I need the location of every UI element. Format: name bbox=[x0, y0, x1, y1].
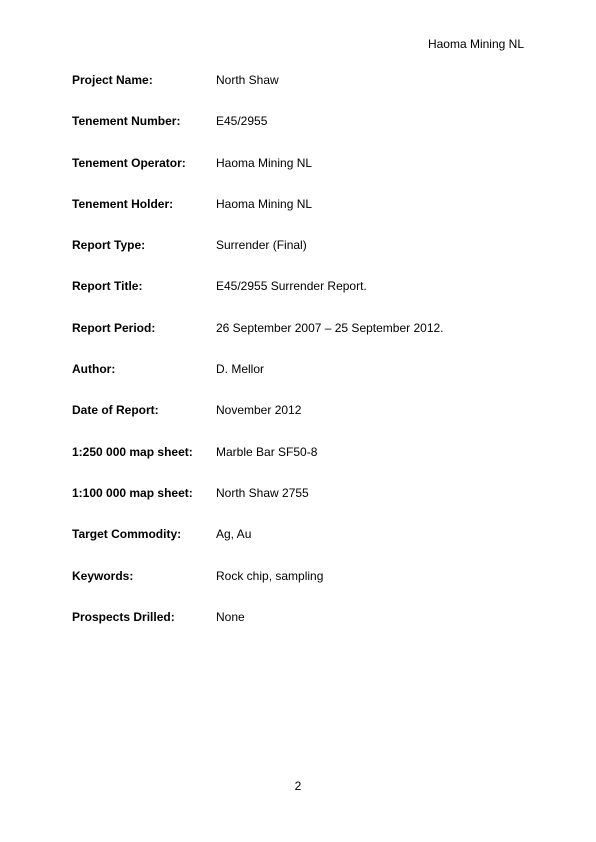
field-value: Haoma Mining NL bbox=[216, 155, 313, 170]
field-value: E45/2955 bbox=[216, 114, 268, 129]
field-value: North Shaw 2755 bbox=[216, 485, 309, 500]
field-row-report-period bbox=[72, 321, 532, 362]
field-value: E45/2955 Surrender Report. bbox=[216, 279, 367, 294]
field-label: Report Title: bbox=[72, 279, 143, 294]
field-value: November 2012 bbox=[216, 403, 302, 418]
field-label: 1:250 000 map sheet: bbox=[72, 444, 193, 459]
field-label: Report Type: bbox=[72, 238, 146, 253]
field-label: Tenement Operator: bbox=[72, 155, 186, 170]
field-row-author bbox=[72, 362, 532, 403]
field-value: Surrender (Final) bbox=[216, 238, 307, 253]
field-row-report-type bbox=[72, 238, 532, 279]
field-row-tenement-holder bbox=[72, 197, 532, 238]
field-value: None bbox=[216, 609, 245, 624]
field-row-prospects-drilled bbox=[72, 610, 532, 651]
field-row-250k-map-sheet bbox=[72, 445, 532, 486]
field-label: Prospects Drilled: bbox=[72, 609, 175, 624]
page-header-company: Haoma Mining NL bbox=[427, 37, 524, 51]
field-value: Ag, Au bbox=[216, 527, 252, 542]
field-value: Rock chip, sampling bbox=[216, 568, 324, 583]
field-label: Report Period: bbox=[72, 320, 156, 335]
field-label: Author: bbox=[72, 362, 116, 377]
field-row-tenement-operator bbox=[72, 156, 532, 197]
field-row-keywords bbox=[72, 569, 532, 610]
field-row-target-commodity bbox=[72, 527, 532, 568]
field-row-tenement-number bbox=[72, 114, 532, 155]
field-row-report-title bbox=[72, 279, 532, 320]
field-label: Keywords: bbox=[72, 568, 134, 583]
field-value: Haoma Mining NL bbox=[216, 196, 313, 211]
field-value: D. Mellor bbox=[216, 362, 265, 377]
field-row-project-name bbox=[72, 73, 532, 114]
field-value: 26 September 2007 – 25 September 2012. bbox=[216, 320, 444, 335]
field-label: Project Name: bbox=[72, 73, 153, 87]
field-label: 1:100 000 map sheet: bbox=[72, 485, 193, 500]
field-label: Tenement Number: bbox=[72, 114, 181, 129]
report-details bbox=[72, 73, 532, 651]
field-row-date-of-report bbox=[72, 403, 532, 444]
field-value: North Shaw bbox=[216, 73, 279, 87]
field-label: Date of Report: bbox=[72, 403, 159, 418]
field-row-100k-map-sheet bbox=[72, 486, 532, 527]
page-number: 2 bbox=[294, 779, 302, 793]
field-value: Marble Bar SF50-8 bbox=[216, 444, 318, 459]
field-label: Tenement Holder: bbox=[72, 196, 174, 211]
field-label: Target Commodity: bbox=[72, 527, 182, 542]
